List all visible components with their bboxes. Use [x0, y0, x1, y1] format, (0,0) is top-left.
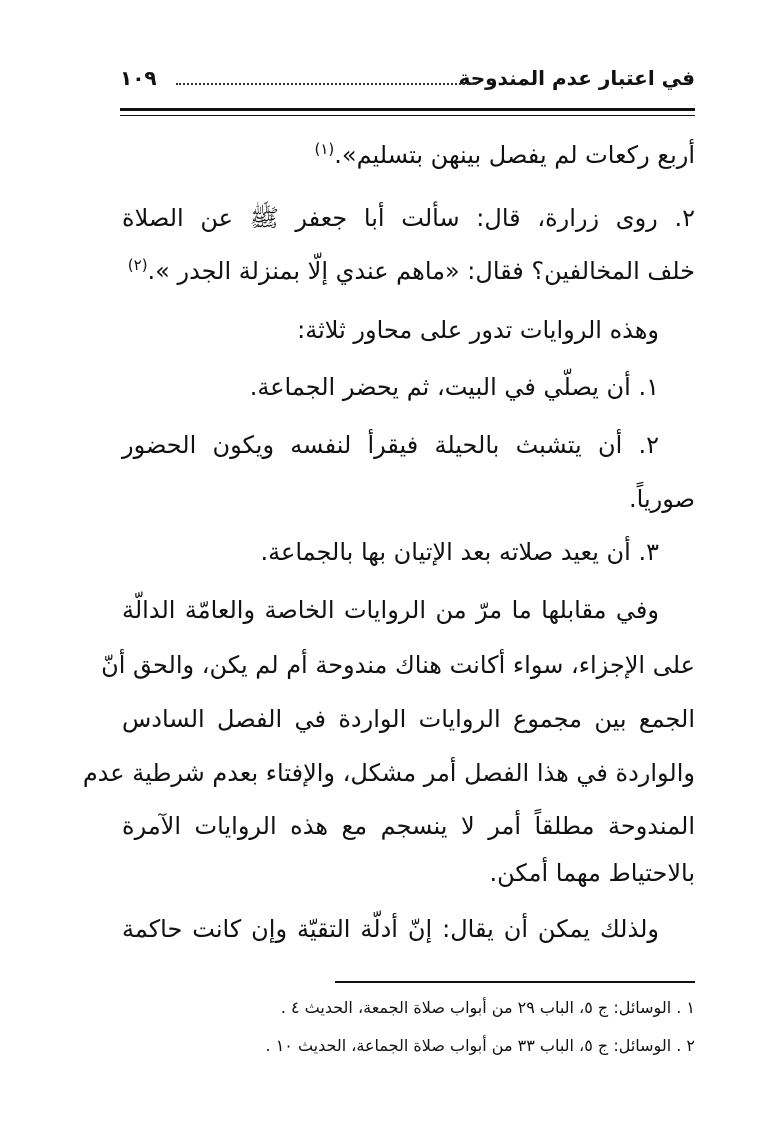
body-line-15: ولذلك يمكن أن يقال: إنّ أدلّة التقيّة وإن كانت حاكمة — [122, 915, 659, 943]
footnote-2: ٢ . الوسائل: ج ٥، الباب ٣٣ من أبواب صلاة الجماعة، الحديث ١٠ . — [265, 1036, 695, 1055]
page-header — [120, 62, 695, 98]
header-rule-thin — [120, 115, 695, 116]
footnote-marker-1: (١) — [314, 140, 335, 158]
body-line-4: وهذه الروايات تدور على محاور ثلاثة: — [297, 316, 659, 344]
body-line-6: ٢. أن يتشبث بالحيلة فيقرأ لنفسه ويكون الحضور — [122, 431, 659, 459]
footnote-rule — [335, 981, 695, 983]
body-line-8: ٣. أن يعيد صلاته بعد الإتيان بها بالجماعة. — [260, 538, 659, 566]
body-line-12: والواردة في هذا الفصل أمر مشكل، والإفتاء بعدم شرطية عدم — [82, 759, 695, 787]
body-line-1 — [314, 140, 695, 170]
body-line-11: الجمع بين مجموع الروايات الواردة في الفصل السادس — [122, 705, 695, 733]
body-line-9: وفي مقابلها ما مرّ من الروايات الخاصة والعامّة الدالّة — [122, 596, 659, 624]
page-number: ١٠٩ — [120, 66, 157, 90]
body-line-7: صورياً. — [629, 485, 695, 513]
body-line-5: ١. أن يصلّي في البيت، ثم يحضر الجماعة. — [249, 373, 659, 401]
footnote-marker-2: (٢) — [127, 256, 148, 274]
body-line-13: المندوحة مطلقاً أمر لا ينسجم مع هذه الروايات الآمرة — [122, 812, 695, 840]
body-line-3-text: خلف المخالفين؟ فقال: «ماهم عندي إلّا بمنزلة الجدر ». — [147, 257, 695, 285]
footnote-1: ١ . الوسائل: ج ٥، الباب ٢٩ من أبواب صلاة الجمعة، الحديث ٤ . — [280, 998, 695, 1017]
body-line-14: بالاحتياط مهما أمكن. — [489, 859, 695, 887]
body-line-10: على الإجزاء، سواء أكانت هناك مندوحة أم لم يكن، والحق أنّ — [101, 651, 695, 679]
dotted-leader — [176, 83, 477, 85]
body-line-3 — [128, 256, 695, 286]
body-line-2: ٢. روى زرارة، قال: سألت أبا جعفر ﷺ عن الصلاة — [122, 204, 695, 232]
header-rule-thick — [120, 108, 695, 111]
running-title: في اعتبار عدم المندوحة — [458, 66, 695, 90]
body-line-1-text: أربع ركعات لم يفصل بينهن بتسليم». — [334, 141, 695, 169]
